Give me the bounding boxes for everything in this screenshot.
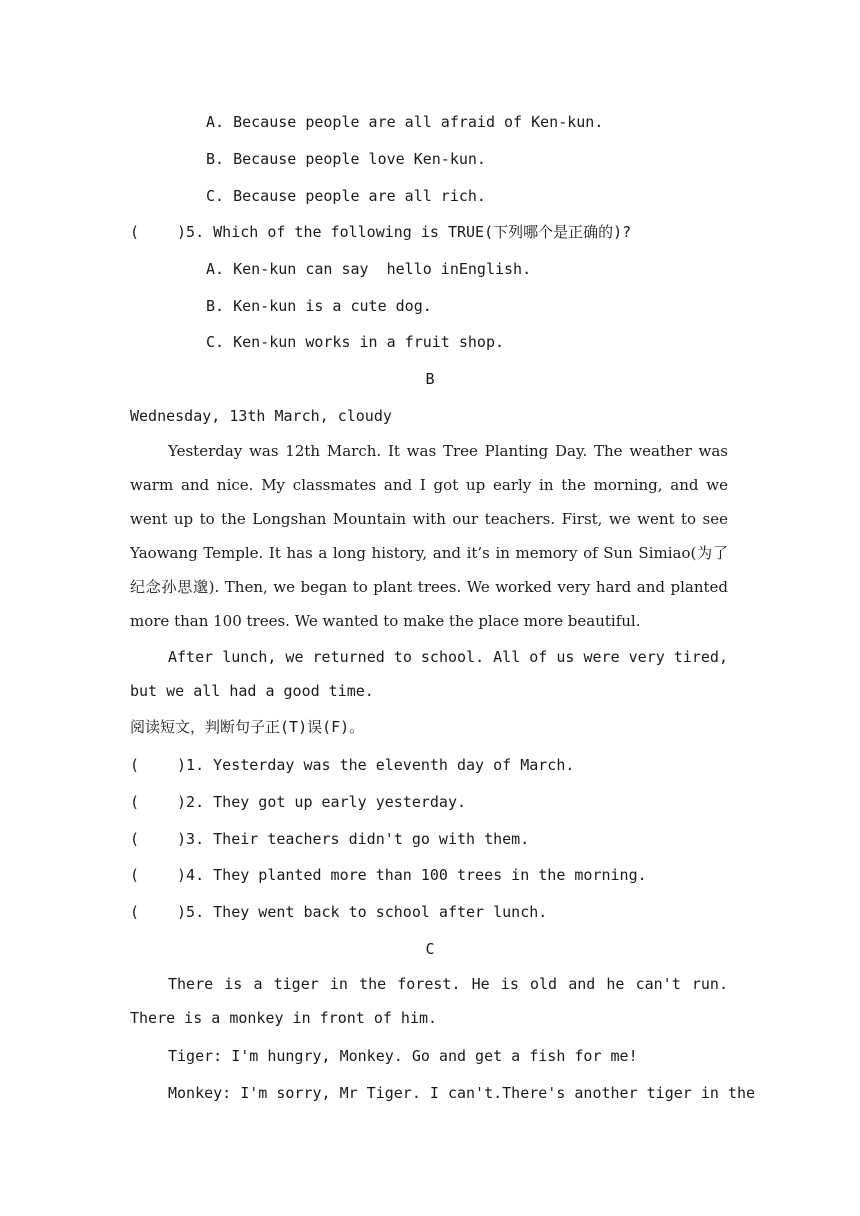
dialogue-monkey: Monkey: I'm sorry, Mr Tiger. I can't.There's another tiger in the xyxy=(168,1084,755,1102)
tf-question-text: )4. They planted more than 100 trees in the morning. xyxy=(177,866,647,884)
q5-question xyxy=(130,222,631,242)
answer-bracket-open: ( xyxy=(130,223,140,241)
tf-question-text: )5. They went back to school after lunch. xyxy=(177,903,548,921)
answer-bracket-open: ( xyxy=(130,793,140,811)
q5-option-b: B. Ken-kun is a cute dog. xyxy=(206,297,432,315)
section-b-heading: B xyxy=(425,370,435,388)
q5-text: )5. Which of the following is TRUE(下列哪个是正确的)? xyxy=(177,223,632,241)
tf-question-4 xyxy=(130,865,647,885)
q5-option-c: C. Ken-kun works in a fruit shop. xyxy=(206,333,505,351)
q4-option-b: B. Because people love Ken-kun. xyxy=(206,150,486,168)
tf-question-3 xyxy=(130,829,529,849)
tf-question-5 xyxy=(130,902,547,922)
tf-question-1 xyxy=(130,755,574,775)
answer-bracket-open: ( xyxy=(130,903,140,921)
tf-question-2 xyxy=(130,792,466,812)
q4-option-a: A. Because people are all afraid of Ken-kun. xyxy=(206,113,604,131)
section-c-heading: C xyxy=(425,940,435,958)
tf-question-text: )1. Yesterday was the eleventh day of March. xyxy=(177,756,575,774)
answer-bracket-open: ( xyxy=(130,866,140,884)
answer-bracket-open: ( xyxy=(130,830,140,848)
passage-b-paragraph-2: After lunch, we returned to school. All of us were very tired, but we all had a good time. xyxy=(130,648,728,700)
tf-question-text: )2. They got up early yesterday. xyxy=(177,793,467,811)
answer-bracket-open: ( xyxy=(130,756,140,774)
q5-option-a: A. Ken-kun can say hello inEnglish. xyxy=(206,260,532,278)
passage-c-paragraph-1: There is a tiger in the forest. He is old and he can't run. There is a monkey in front of him. xyxy=(130,975,728,1027)
tf-question-text: )3. Their teachers didn't go with them. xyxy=(177,830,530,848)
dialogue-tiger: Tiger: I'm hungry, Monkey. Go and get a fish for me! xyxy=(168,1047,638,1065)
q4-option-c: C. Because people are all rich. xyxy=(206,187,486,205)
passage-b-paragraph-1: Yesterday was 12th March. It was Tree Planting Day. The weather was warm and nice. My classmates and I got up early in the morning, and we went up to the Longshan Mountain with our teachers. First, we went to see Yaowang Temple. It has a long history, and it’s in memory of Sun Simiao(为了纪念孙思邈). Then, we began to plant trees. We worked very hard and planted more than 100 trees. We wanted to make the place more beautiful. xyxy=(130,442,728,630)
diary-date-line: Wednesday, 13th March, cloudy xyxy=(130,407,392,425)
instruction-text: 阅读短文，判断句子正(T)误(F)。 xyxy=(130,718,365,736)
